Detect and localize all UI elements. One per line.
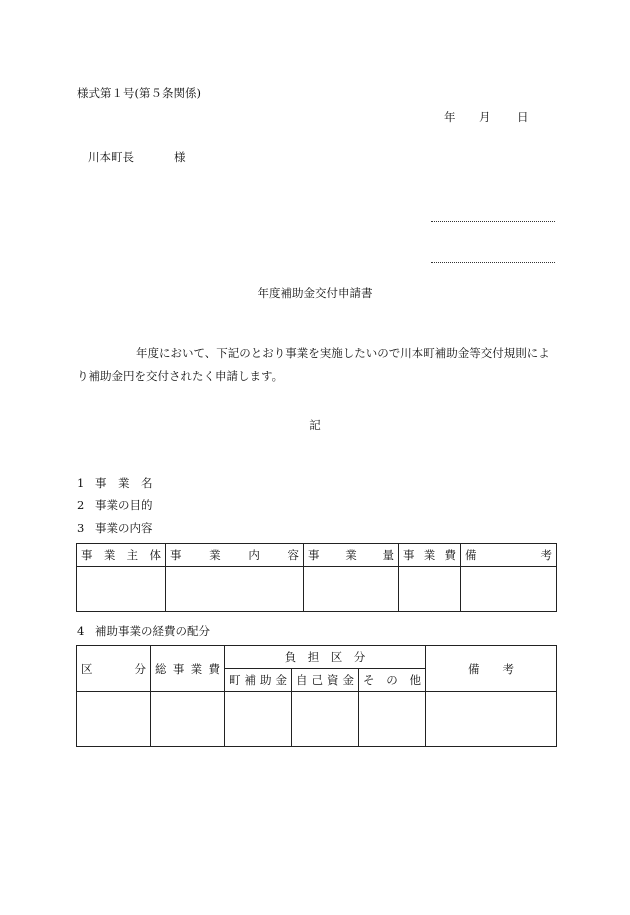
header-business-cost: 事業費	[399, 544, 461, 567]
header-remarks: 備 考	[461, 544, 557, 567]
table-row	[77, 567, 557, 612]
addressee-name: 川本町長	[88, 150, 134, 164]
document-title: 年度補助金交付申請書	[257, 286, 373, 300]
header-remarks: 備 考	[426, 646, 557, 692]
date-field	[444, 109, 529, 125]
addressee	[88, 149, 186, 165]
cell-business-cost[interactable]	[399, 567, 461, 612]
cell-remarks[interactable]	[426, 692, 557, 747]
form-number: 様式第１号(第５条関係)	[77, 86, 201, 100]
item-1: 1 事 業 名	[77, 476, 153, 490]
table-header-row	[77, 646, 557, 669]
date-year-label: 年	[444, 110, 456, 124]
cell-business-volume[interactable]	[304, 567, 399, 612]
header-burden-division: 負 担 区 分	[225, 646, 426, 669]
addressee-honorific: 様	[174, 150, 186, 164]
cell-remarks[interactable]	[461, 567, 557, 612]
header-business-volume: 事 業 量	[304, 544, 399, 567]
header-town-subsidy: 町補助金	[225, 669, 292, 692]
cell-other[interactable]	[359, 692, 426, 747]
date-month-label: 月	[479, 110, 491, 124]
cell-business-content[interactable]	[166, 567, 304, 612]
header-business-content: 事 業 内 容	[166, 544, 304, 567]
table-row	[77, 692, 557, 747]
body-text: 年度において、下記のとおり事業を実施したいので川本町補助金等交付規則によ​り補助金円を交付されたく申請します。	[77, 346, 550, 383]
applicant-line-1	[431, 221, 555, 222]
date-day-label: 日	[517, 110, 529, 124]
table-header-row	[77, 544, 557, 567]
header-other: その他	[359, 669, 426, 692]
business-content-table	[76, 543, 557, 612]
cell-kubun[interactable]	[77, 692, 151, 747]
cell-total-cost[interactable]	[151, 692, 225, 747]
header-total-cost: 総事業費	[151, 646, 225, 692]
item-2: 2 事業の目的	[77, 498, 153, 512]
applicant-line-2	[431, 262, 555, 263]
cell-town-subsidy[interactable]	[225, 692, 292, 747]
header-business-entity: 事業主体	[77, 544, 166, 567]
cell-own-funds[interactable]	[292, 692, 359, 747]
header-own-funds: 自己資金	[292, 669, 359, 692]
item-3: 3 事業の内容	[77, 521, 153, 535]
expense-allocation-table	[76, 645, 557, 747]
header-kubun: 区 分	[77, 646, 151, 692]
ki-heading: 記	[309, 418, 321, 432]
item-4: 4 補助事業の経費の配分	[77, 624, 210, 638]
cell-business-entity[interactable]	[77, 567, 166, 612]
